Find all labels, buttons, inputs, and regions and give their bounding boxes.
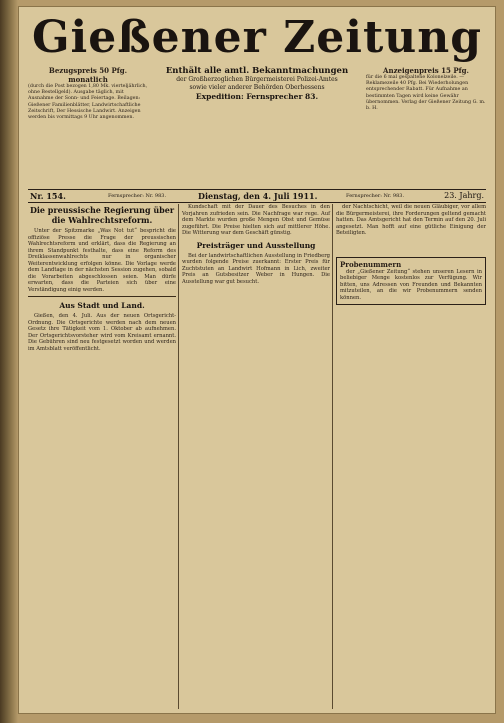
article-body: der Nachtschicht, weil die neuen Gläubiger, vor allem die Bürgermeisterei, ihre Forderungen geltend gemacht hatten. Das Amtsgericht hat den Termin auf den 20. Juli angesetzt. Man hofft auf eine gütliche Einigung der Beteiligten. [336, 204, 486, 236]
divider [28, 296, 176, 297]
column-3 [336, 204, 486, 709]
masthead [28, 10, 486, 121]
masthead-center [152, 66, 362, 101]
section-heading: Aus Stadt und Land. [59, 301, 145, 310]
box-heading: Probenummern [340, 259, 402, 269]
subscription-price: Bezugspreis 50 Pfg. monatlich [48, 66, 128, 84]
column-divider [178, 204, 179, 709]
phone-right: Fernsprecher: Nr. 983. [346, 193, 405, 199]
binding-gutter [0, 0, 18, 723]
column-1 [28, 204, 176, 709]
announcements-line: Enthält alle amtl. Bekanntmachungen [165, 66, 349, 76]
phone-left: Fernsprecher: Nr. 983. [108, 193, 167, 199]
issue-number: Nr. 154. [30, 191, 66, 201]
column-divider [332, 204, 333, 709]
section-heading: Preisträger und Ausstellung [196, 240, 316, 250]
other-authorities-line: sowie vieler anderer Behörden Oberhessens [189, 84, 325, 91]
issue-info-bar [28, 189, 486, 203]
issue-date: Dienstag, den 4. Juli 1911. [198, 191, 318, 201]
advert-text: für die 6 mal gespaltene Kolonelzeile. — Reklamezeile 40 Pfg. Bei Wiederholungen entsprechender Rabatt. Für Aufnahme an bestimmten Tagen wird keine Gewähr übernommen. Verlag der Gießener Zeitung G. m. b. H. [366, 75, 486, 112]
article-headline: Die preussische Regierung über die Wahlrechtsreform. [29, 205, 175, 225]
advert-info [366, 66, 486, 112]
subscription-text: (durch die Post bezogen 1,80 Mk. vierteljährlich, ohne Bestellgeld). Ausgabe täglich, mit Ausnahme der Sonn- und Feiertage. Beilagen: Gießener Familienblätter, Landwirtschaftliche Zeitschrift, Der Hessische Landwirt. Anzeigen werden bis vormittags 9 Uhr angenommen. [28, 84, 148, 121]
box-text: der „Gießener Zeitung“ stehen unseren Lesern in beliebiger Menge kostenlos zur Verfügung. Wir bitten, uns Adressen von Freunden und Bekannten mitzuteilen, an die wir Probenummern senden können. [340, 268, 482, 301]
article-body: Unter der Spitzmarke „Was Not tut“ bespricht die offiziöse Presse die Frage der preussischen Wahlrechtsreform und erklärt, dass die Regierung an ihrem Standpunkt festhalte, dass eine Reform des Dreiklassenwahlrechts nur in organischer Weiterentwicklung erfolgen könne. Die Vorlage werde dem Landtage in der nächsten Session zugehen, sobald die Vorarbeiten abgeschlossen seien. Man dürfe erwarten, dass die Parteien sich über eine Verständigung einig werden. [28, 228, 176, 293]
probenummern-box [336, 257, 486, 306]
article-body: Kundschaft mit der Dauer des Besuches in den Vorjahren zufrieden sein. Die Nachfrage war rege. Auf dem Markte wurden große Mengen Obst und Gemüse zugeführt. Die Preise hielten sich auf mittlerer Höhe. Die Witterung war dem Geschäft günstig. [182, 204, 330, 236]
authorities-line: der Großherzoglichen Bürgermeisterei Polizei-Amtes [176, 76, 338, 83]
subscription-info [28, 66, 148, 121]
expedition-line: Expedition: Fernsprecher 83. [195, 92, 319, 101]
newspaper-page [18, 6, 496, 714]
advert-price: Anzeigenpreis 15 Pfg. [383, 66, 469, 75]
article-body: Gießen, den 4. Juli. Aus der neuen Ortsgericht-Ordnung. Die Ortsgerichte werden nach dem neuen Gesetz ihre Tätigkeit vom 1. Oktober ab aufnehmen. Der Ortsgerichtsvorsteher wird vom Kreisamt ernannt. Die Gebühren sind neu festgesetzt worden und werden im Amtsblatt veröffentlicht. [28, 313, 176, 352]
newspaper-title: Gießener Zeitung [31, 12, 483, 63]
article-body: Bei der landwirtschaftlichen Ausstellung in Friedberg wurden folgende Preise zuerkannt: Erster Preis für Zuchtstuten an Landwirt Hofmann in Lich, zweiter Preis an Gutsbesitzer Weber in Hungen. Die Ausstellung war gut besucht. [182, 252, 330, 285]
volume-year: 23. Jahrg. [444, 191, 484, 200]
column-2 [182, 204, 330, 709]
